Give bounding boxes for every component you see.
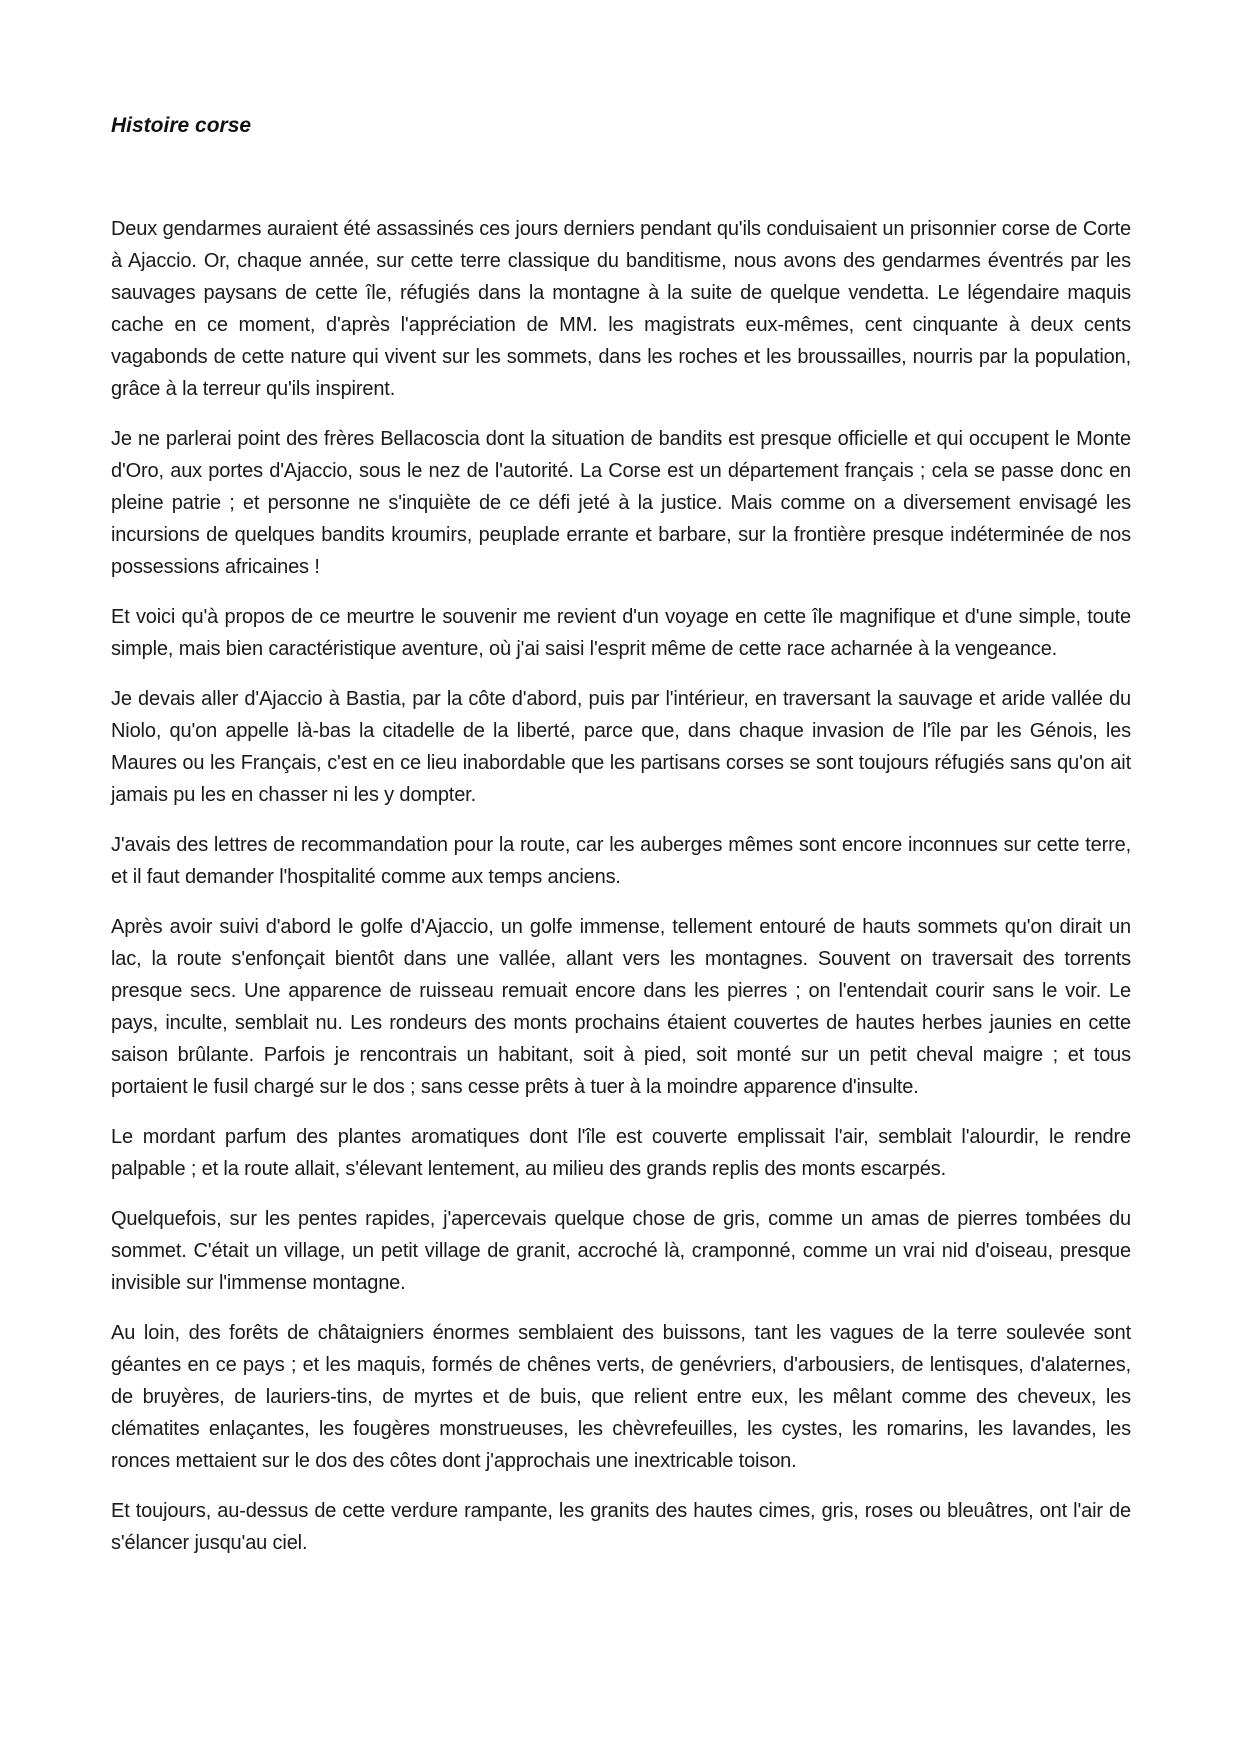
document-body bbox=[111, 213, 1131, 1577]
paragraph-6: Après avoir suivi d'abord le golfe d'Ajaccio, un golfe immense, tellement entouré de hauts sommets qu'on dirait un lac, la route s'enfonçait bientôt dans une vallée, allant vers les montagnes. Souvent on traversait des torrents presque secs. Une apparence de ruisseau remuait encore dans les pierres ; on l'entendait courir sans le voir. Le pays, inculte, semblait nu. Les rondeurs des monts prochains étaient couvertes de hautes herbes jaunies en cette saison brûlante. Parfois je rencontrais un habitant, soit à pied, soit monté sur un petit cheval maigre ; et tous portaient le fusil chargé sur le dos ; sans cesse prêts à tuer à la moindre apparence d'insulte. bbox=[111, 916, 1131, 1098]
document-title: Histoire corse bbox=[111, 114, 252, 137]
paragraph-9: Au loin, des forêts de châtaigniers énormes semblaient des buissons, tant les vagues de la terre soulevée sont géantes en ce pays ; et les maquis, formés de chênes verts, de genévriers, d'arbousiers, de lentisques, d'alaternes, de bruyères, de lauriers-tins, de myrtes et de buis, que relient entre eux, les mêlant comme des cheveux, les clématites enlaçantes, les fougères monstrueuses, les chèvrefeuilles, les cystes, les romarins, les lavandes, les ronces mettaient sur le dos des côtes dont j'approchais une inextricable toison. bbox=[111, 1322, 1131, 1472]
paragraph-10: Et toujours, au-dessus de cette verdure rampante, les granits des hautes cimes, gris, roses ou bleuâtres, ont l'air de s'élancer jusqu'au ciel. bbox=[111, 1500, 1131, 1554]
paragraph-1: Deux gendarmes auraient été assassinés ces jours derniers pendant qu'ils conduisaient un prisonnier corse de Corte à Ajaccio. Or, chaque année, sur cette terre classique du banditisme, nous avons des gendarmes éventrés par les sauvages paysans de cette île, réfugiés dans la montagne à la suite de quelque vendetta. Le légendaire maquis cache en ce moment, d'après l'appréciation de MM. les magistrats eux-mêmes, cent cinquante à deux cents vagabonds de cette nature qui vivent sur les sommets, dans les roches et les broussailles, nourris par la population, grâce à la terreur qu'ils inspirent. bbox=[111, 218, 1131, 400]
paragraph-2: Je ne parlerai point des frères Bellacoscia dont la situation de bandits est presque officielle et qui occupent le Monte d'Oro, aux portes d'Ajaccio, sous le nez de l'autorité. La Corse est un département français ; cela se passe donc en pleine patrie ; et personne ne s'inquiète de ce défi jeté à la justice. Mais comme on a diversement envisagé les incursions de quelques bandits kroumirs, peuplade errante et barbare, sur la frontière presque indéterminée de nos possessions africaines ! bbox=[111, 428, 1131, 578]
paragraph-5: J'avais des lettres de recommandation pour la route, car les auberges mêmes sont encore inconnues sur cette terre, et il faut demander l'hospitalité comme aux temps anciens. bbox=[111, 834, 1131, 888]
paragraph-4: Je devais aller d'Ajaccio à Bastia, par la côte d'abord, puis par l'intérieur, en traversant la sauvage et aride vallée du Niolo, qu'on appelle là-bas la citadelle de la liberté, parce que, dans chaque invasion de l'île par les Génois, les Maures ou les Français, c'est en ce lieu inabordable que les partisans corses se sont toujours réfugiés sans qu'on ait jamais pu les en chasser ni les y dompter. bbox=[111, 688, 1131, 806]
paragraph-3: Et voici qu'à propos de ce meurtre le souvenir me revient d'un voyage en cette île magnifique et d'une simple, toute simple, mais bien caractéristique aventure, où j'ai saisi l'esprit même de cette race acharnée à la vengeance. bbox=[111, 606, 1131, 660]
paragraph-7: Le mordant parfum des plantes aromatiques dont l'île est couverte emplissait l'air, semblait l'alourdir, le rendre palpable ; et la route allait, s'élevant lentement, au milieu des grands replis des monts escarpés. bbox=[111, 1126, 1131, 1180]
paragraph-8: Quelquefois, sur les pentes rapides, j'apercevais quelque chose de gris, comme un amas de pierres tombées du sommet. C'était un village, un petit village de granit, accroché là, cramponné, comme un vrai nid d'oiseau, presque invisible sur l'immense montagne. bbox=[111, 1208, 1131, 1294]
